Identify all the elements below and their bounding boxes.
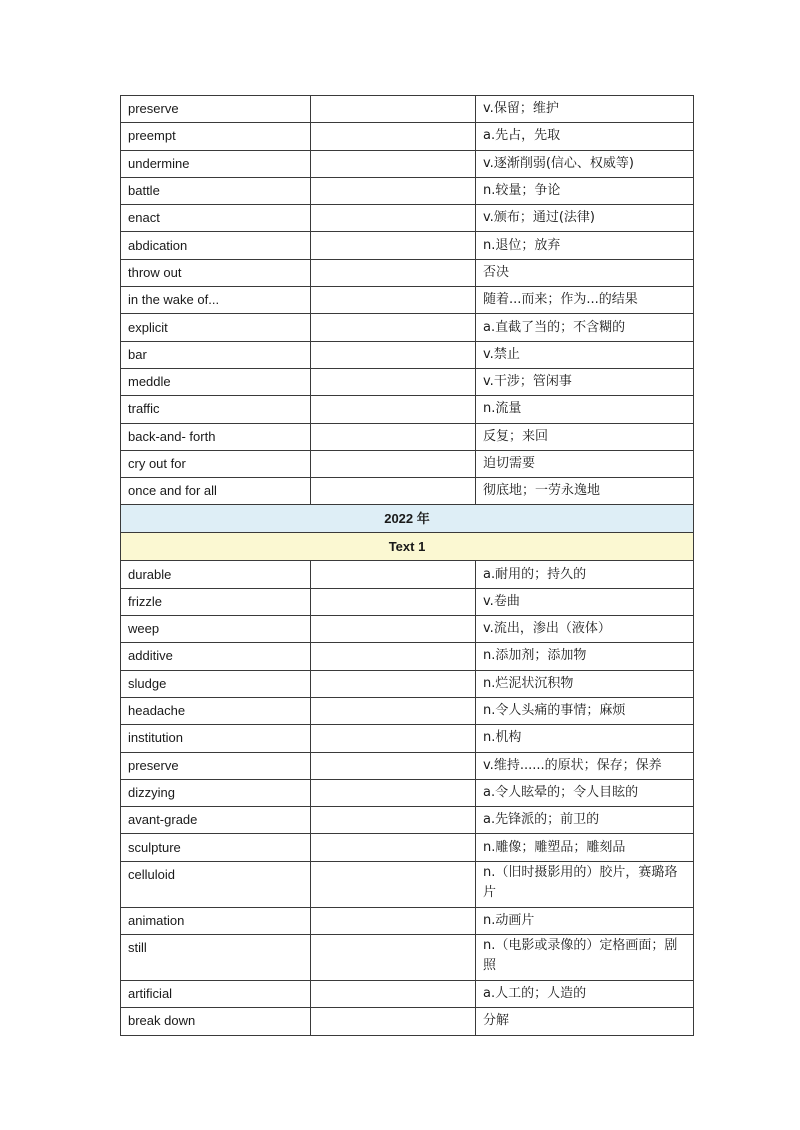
table-row — [121, 643, 694, 670]
blank-cell — [311, 807, 476, 834]
meaning-cell: 反复；来回 — [476, 423, 694, 450]
blank-cell — [311, 368, 476, 395]
table-row — [121, 205, 694, 232]
word-cell: durable — [121, 561, 311, 588]
table-row — [121, 450, 694, 477]
meaning-cell: n.（电影或录像的）定格画面；剧照 — [476, 935, 694, 981]
blank-cell — [311, 341, 476, 368]
word-cell: institution — [121, 725, 311, 752]
blank-cell — [311, 396, 476, 423]
blank-cell — [311, 450, 476, 477]
meaning-cell: v.卷曲 — [476, 588, 694, 615]
blank-cell — [311, 478, 476, 505]
word-cell: preempt — [121, 123, 311, 150]
meaning-cell: 分解 — [476, 1008, 694, 1035]
meaning-cell: n.流量 — [476, 396, 694, 423]
meaning-cell: a.令人眩晕的；令人目眩的 — [476, 779, 694, 806]
blank-cell — [311, 314, 476, 341]
word-cell: bar — [121, 341, 311, 368]
word-cell: enact — [121, 205, 311, 232]
meaning-cell: n.雕像；雕塑品；雕刻品 — [476, 834, 694, 861]
table-row — [121, 752, 694, 779]
word-cell: battle — [121, 177, 311, 204]
blank-cell — [311, 96, 476, 123]
text-header-row — [121, 533, 694, 561]
word-cell: frizzle — [121, 588, 311, 615]
meaning-cell: n.机构 — [476, 725, 694, 752]
word-cell: animation — [121, 907, 311, 934]
blank-cell — [311, 935, 476, 981]
word-cell: artificial — [121, 981, 311, 1008]
meaning-cell: v.禁止 — [476, 341, 694, 368]
blank-cell — [311, 697, 476, 724]
meaning-cell: v.逐渐削弱(信心、权威等) — [476, 150, 694, 177]
meaning-cell: a.先锋派的；前卫的 — [476, 807, 694, 834]
word-cell: headache — [121, 697, 311, 724]
table-row — [121, 981, 694, 1008]
table-row — [121, 478, 694, 505]
blank-cell — [311, 205, 476, 232]
word-cell: in the wake of... — [121, 287, 311, 314]
meaning-cell: n.较量；争论 — [476, 177, 694, 204]
table-row — [121, 907, 694, 934]
blank-cell — [311, 561, 476, 588]
blank-cell — [311, 752, 476, 779]
meaning-cell: v.流出，渗出（液体） — [476, 616, 694, 643]
meaning-cell: a.先占，先取 — [476, 123, 694, 150]
table-row — [121, 779, 694, 806]
table-row — [121, 670, 694, 697]
meaning-cell: v.干涉；管闲事 — [476, 368, 694, 395]
word-cell: abdication — [121, 232, 311, 259]
blank-cell — [311, 287, 476, 314]
word-cell: explicit — [121, 314, 311, 341]
meaning-cell: v.颁布；通过(法律) — [476, 205, 694, 232]
meaning-cell: v.维持......的原状；保存；保养 — [476, 752, 694, 779]
word-cell: avant-grade — [121, 807, 311, 834]
meaning-cell: v.保留；维护 — [476, 96, 694, 123]
meaning-cell: n.烂泥状沉积物 — [476, 670, 694, 697]
table-row — [121, 561, 694, 588]
table-row — [121, 861, 694, 907]
blank-cell — [311, 123, 476, 150]
word-cell: throw out — [121, 259, 311, 286]
word-cell: break down — [121, 1008, 311, 1035]
word-cell: celluloid — [121, 861, 311, 907]
meaning-cell: a.直截了当的；不含糊的 — [476, 314, 694, 341]
meaning-cell: 否决 — [476, 259, 694, 286]
meaning-cell: 彻底地；一劳永逸地 — [476, 478, 694, 505]
table-row — [121, 259, 694, 286]
blank-cell — [311, 670, 476, 697]
word-cell: meddle — [121, 368, 311, 395]
word-cell: still — [121, 935, 311, 981]
blank-cell — [311, 981, 476, 1008]
blank-cell — [311, 177, 476, 204]
word-cell: traffic — [121, 396, 311, 423]
word-cell: sludge — [121, 670, 311, 697]
word-cell: once and for all — [121, 478, 311, 505]
blank-cell — [311, 725, 476, 752]
meaning-cell: n.令人头痛的事情；麻烦 — [476, 697, 694, 724]
blank-cell — [311, 616, 476, 643]
table-row — [121, 123, 694, 150]
blank-cell — [311, 1008, 476, 1035]
word-cell: sculpture — [121, 834, 311, 861]
word-cell: undermine — [121, 150, 311, 177]
blank-cell — [311, 907, 476, 934]
meaning-cell: n.动画片 — [476, 907, 694, 934]
meaning-cell: a.耐用的；持久的 — [476, 561, 694, 588]
blank-cell — [311, 423, 476, 450]
table-row — [121, 177, 694, 204]
table-row — [121, 314, 694, 341]
table-row — [121, 341, 694, 368]
meaning-cell: n.（旧时摄影用的）胶片，赛璐珞片 — [476, 861, 694, 907]
word-cell: preserve — [121, 752, 311, 779]
meaning-cell: 随着...而来；作为...的结果 — [476, 287, 694, 314]
vocabulary-table-body — [121, 96, 694, 1036]
blank-cell — [311, 588, 476, 615]
table-row — [121, 1008, 694, 1035]
blank-cell — [311, 259, 476, 286]
word-cell: weep — [121, 616, 311, 643]
meaning-cell: n.添加剂；添加物 — [476, 643, 694, 670]
blank-cell — [311, 861, 476, 907]
table-row — [121, 232, 694, 259]
vocabulary-table — [120, 95, 694, 1036]
table-row — [121, 96, 694, 123]
table-row — [121, 725, 694, 752]
table-row — [121, 588, 694, 615]
word-cell: back-and- forth — [121, 423, 311, 450]
meaning-cell: 迫切需要 — [476, 450, 694, 477]
blank-cell — [311, 150, 476, 177]
table-row — [121, 935, 694, 981]
table-row — [121, 287, 694, 314]
table-row — [121, 697, 694, 724]
word-cell: cry out for — [121, 450, 311, 477]
word-cell: preserve — [121, 96, 311, 123]
table-row — [121, 423, 694, 450]
text-header: Text 1 — [121, 533, 694, 561]
blank-cell — [311, 834, 476, 861]
blank-cell — [311, 779, 476, 806]
meaning-cell: n.退位；放弃 — [476, 232, 694, 259]
year-header-row — [121, 505, 694, 533]
blank-cell — [311, 232, 476, 259]
year-header: 2022 年 — [121, 505, 694, 533]
table-row — [121, 834, 694, 861]
table-row — [121, 616, 694, 643]
table-row — [121, 807, 694, 834]
table-row — [121, 150, 694, 177]
word-cell: additive — [121, 643, 311, 670]
table-row — [121, 368, 694, 395]
word-cell: dizzying — [121, 779, 311, 806]
table-row — [121, 396, 694, 423]
blank-cell — [311, 643, 476, 670]
meaning-cell: a.人工的；人造的 — [476, 981, 694, 1008]
